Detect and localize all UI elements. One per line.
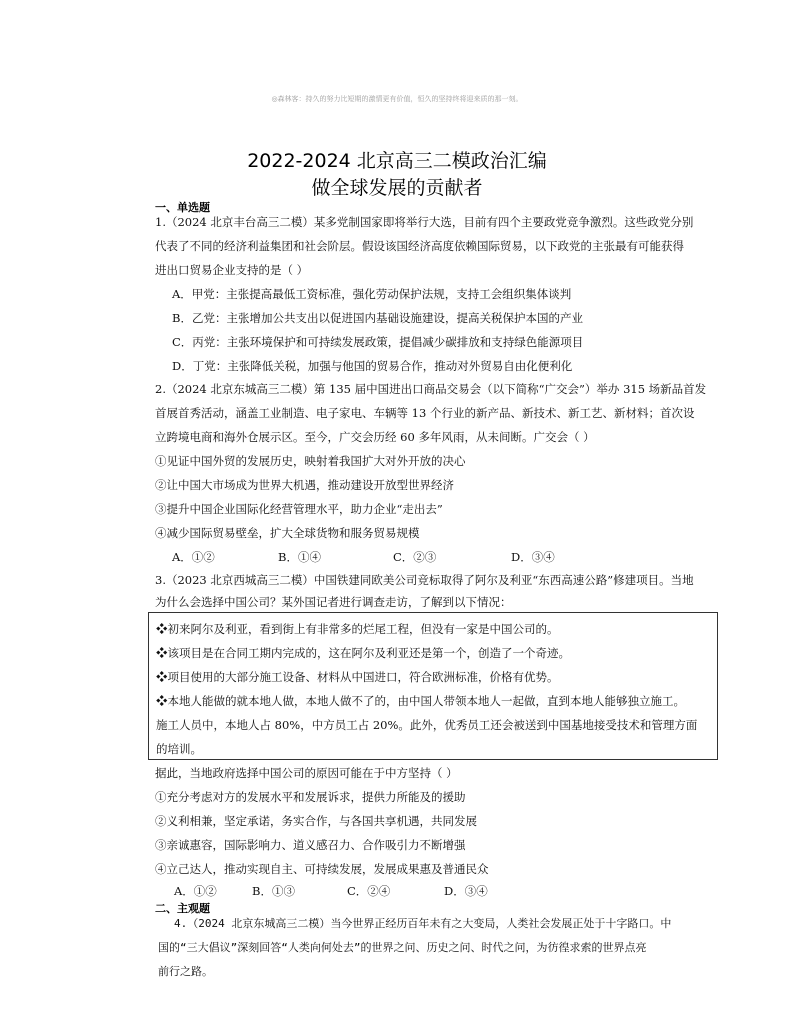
question-2-option-a: A．①②	[172, 550, 215, 564]
document-title: 2022-2024 北京高三二模政治汇编	[247, 150, 547, 172]
question-1-line-2: 代表了不同的经济利益集团和社会阶层。假设该国经济高度依赖国际贸易，以下政党的主张最有可能获得	[155, 239, 684, 253]
question-3-option-c: C．②④	[347, 884, 391, 898]
question-3-item-4: ④立己达人，推动实现自主、可持续发展，发展成果惠及普通民众	[155, 862, 489, 876]
question-3-option-d: D．③④	[444, 884, 488, 898]
question-2-option-c: C．②③	[393, 550, 437, 564]
question-3-box-line-2: ❖该项目是在合同工期内完成的，这在阿尔及利亚还是第一个，创造了一个奇迹。	[156, 646, 570, 660]
question-3-option-b: B．①③	[252, 884, 295, 898]
question-1-option-c: C．丙党：主张环境保护和可持续发展政策，提倡减少碳排放和支持绿色能源项目	[172, 335, 584, 349]
question-2-option-d: D．③④	[511, 550, 555, 564]
question-3-item-3: ③亲诚惠容，国际影响力、道义感召力、合作吸引力不断增强	[155, 838, 466, 852]
section-heading-single-choice: 一、单选题	[155, 201, 210, 214]
question-3-item-2: ②义利相兼，坚定承诺，务实合作，与各国共享机遇，共同发展	[155, 814, 477, 828]
question-2-item-4: ④减少国际贸易壁垒，扩大全球货物和服务贸易规模	[155, 526, 420, 540]
question-1-line-1: 1.（2024 北京丰台高三二模）某多党制国家即将举行大选，目前有四个主要政党竞争激烈。这些政党分别	[155, 215, 694, 229]
question-2-item-3: ③提升中国企业国际化经营管理水平，助力企业“走出去”	[155, 502, 443, 516]
question-3-box-line-3: ❖项目使用的大部分施工设备、材料从中国进口，符合欧洲标准，价格有优势。	[156, 670, 559, 684]
question-3-item-1: ①充分考虑对方的发展水平和发展诉求，提供力所能及的援助	[155, 790, 466, 804]
question-1-line-3: 进出口贸易企业支持的是（ ）	[155, 263, 309, 277]
question-2-line-1: 2.（2024 北京东城高三二模）第 135 届中国进出口商品交易会（以下简称“广交会”）举办 315 场新品首发	[155, 382, 707, 396]
question-4-line-2: 国的“三大倡议”深刻回答“人类向何处去”的世界之问、历史之问、时代之问，为彷徨求索的世界点亮	[158, 941, 647, 954]
question-3-box-line-1: ❖初来阿尔及利亚，看到街上有非常多的烂尾工程，但没有一家是中国公司的。	[156, 622, 559, 636]
question-3-option-a: A．①②	[174, 884, 217, 898]
question-3-line-2: 为什么会选择中国公司？某外国记者进行调查走访，了解到以下情况：	[155, 595, 512, 609]
question-1-option-a: A．甲党：主张提高最低工资标准，强化劳动保护法规，支持工会组织集体谈判	[172, 287, 572, 301]
question-4-line-3: 前行之路。	[158, 965, 213, 978]
header-watermark: ◎森林客：持久的努力比短期的激情更有价值，恒久的坚持终将迎来质的那一刻。	[271, 95, 523, 103]
question-2-line-3: 立跨境电商和海外仓展示区。至今，广交会历经 60 多年风雨，从未间断。广交会（ ）	[155, 430, 595, 444]
question-2-item-1: ①见证中国外贸的发展历史，映射着我国扩大对外开放的决心	[155, 454, 466, 468]
question-3-stem: 据此，当地政府选择中国公司的原因可能在于中方坚持（ ）	[155, 766, 458, 780]
question-3-box-line-6: 的培训。	[156, 742, 202, 756]
question-1-option-d: D．丁党：主张降低关税，加强与他国的贸易合作，推动对外贸易自由化便利化	[172, 359, 573, 373]
document-subtitle: 做全球发展的贡献者	[311, 177, 483, 199]
question-3-line-1: 3.（2023 北京西城高三二模）中国铁建同欧美公司竞标取得了阿尔及利亚“东西高速公路”修建项目。当地	[155, 573, 694, 587]
question-3-box-line-4: ❖本地人能做的就本地人做，本地人做不了的，由中国人带领本地人一起做，直到本地人能够独立施工。	[156, 694, 685, 708]
question-2-option-b: B．①④	[278, 550, 321, 564]
question-4-line-1: 4.（2024 北京东城高三二模）当今世界正经历百年未有之大变局，人类社会发展正处于十字路口。中	[174, 917, 672, 930]
question-2-line-2: 首展首秀活动，涵盖工业制造、电子家电、车辆等 13 个行业的新产品、新技术、新工艺、新材料；首次设	[155, 406, 695, 420]
question-2-item-2: ②让中国大市场成为世界大机遇，推动建设开放型世界经济	[155, 478, 454, 492]
question-1-option-b: B．乙党：主张增加公共支出以促进国内基础设施建设，提高关税保护本国的产业	[172, 311, 583, 325]
question-3-box-line-5: 施工人员中，本地人占 80%，中方员工占 20%。此外，优秀员工还会被送到中国基地接受技术和管理方面	[156, 718, 698, 732]
section-heading-subjective: 二、主观题	[155, 902, 210, 915]
